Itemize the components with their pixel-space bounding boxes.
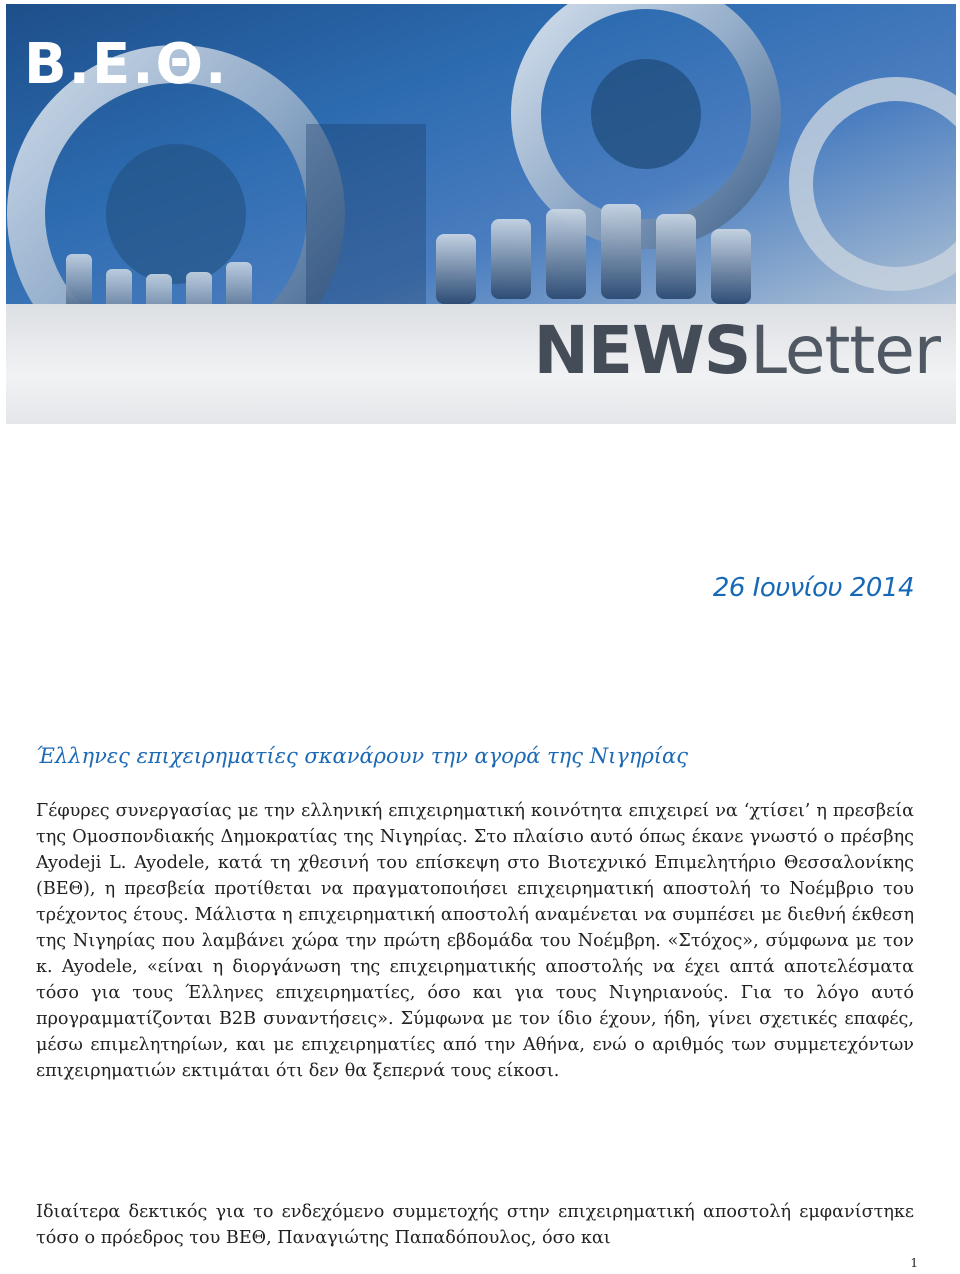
article-paragraph-2: Ιδιαίτερα δεκτικός για το ενδεχόμενο συμμετοχής στην επιχειρηματική αποστολή εμφανίστηκε τόσο ο πρόεδρος του ΒΕΘ, Παναγιώτης Παπαδόπουλος, όσο και [36,1202,914,1248]
header-banner [6,4,956,424]
page-number: 1 [910,1256,918,1270]
issue-date: 26 Ιουνίου 2014 [712,573,914,603]
article-paragraph-1: Γέφυρες συνεργασίας με την ελληνική επιχειρηματική κοινότητα επιχειρεί να ‘χτίσει’ η πρεσβεία της Ομοσπονδιακής Δημοκρατίας της Νιγηρίας. Στο πλαίσιο αυτό όπως έκανε γνωστό ο πρέσβης Ayodeji L. Ayodele, κατά τη χθεσινή του επίσκεψη στο Βιοτεχνικό Επιμελητήριο Θεσσαλονίκης (ΒΕΘ), η πρεσβεία προτίθεται να πραγματοποιήσει επιχειρηματική αποστολή το Νοέμβριο του τρέχοντος έτους. Μάλιστα η επιχειρηματική αποστολή αναμένεται να συμπέσει με διεθνή έκθεση της Νιγηρίας που λαμβάνει χώρα την πρώτη εβδομάδα του Νοέμβρη. «Στόχος», σύμφωνα με τον κ. Ayodele, «είναι η διοργάνωση της επιχειρηματικής αποστολής να έχει απτά αποτελέσματα τόσο για τους Έλληνες επιχειρηματίες, όσο και για τους Νιγηριανούς. Για το λόγο αυτό προγραμματίζονται B2B συναντήσεις». Σύμφωνα με τον ίδιο έχουν, ήδη, γίνει σχετικές επαφές, μέσω επιμελητηρίων, και με επιχειρηματίες από την Αθήνα, ενώ ο αριθμός των συμμετεχόντων επιχειρηματιών εκτιμάται ότι δεν θα ξεπερνά τους είκοσι. [36,801,914,1081]
newsletter-title-bold: NEWS [533,312,751,389]
beth-logo: Β.Ε.Θ. [24,32,229,97]
newsletter-title-light: Letter [750,312,940,389]
article-headline: Έλληνες επιχειρηματίες σκανάρουν την αγορά της Νιγηρίας [36,744,688,768]
newsletter-title [534,312,940,389]
